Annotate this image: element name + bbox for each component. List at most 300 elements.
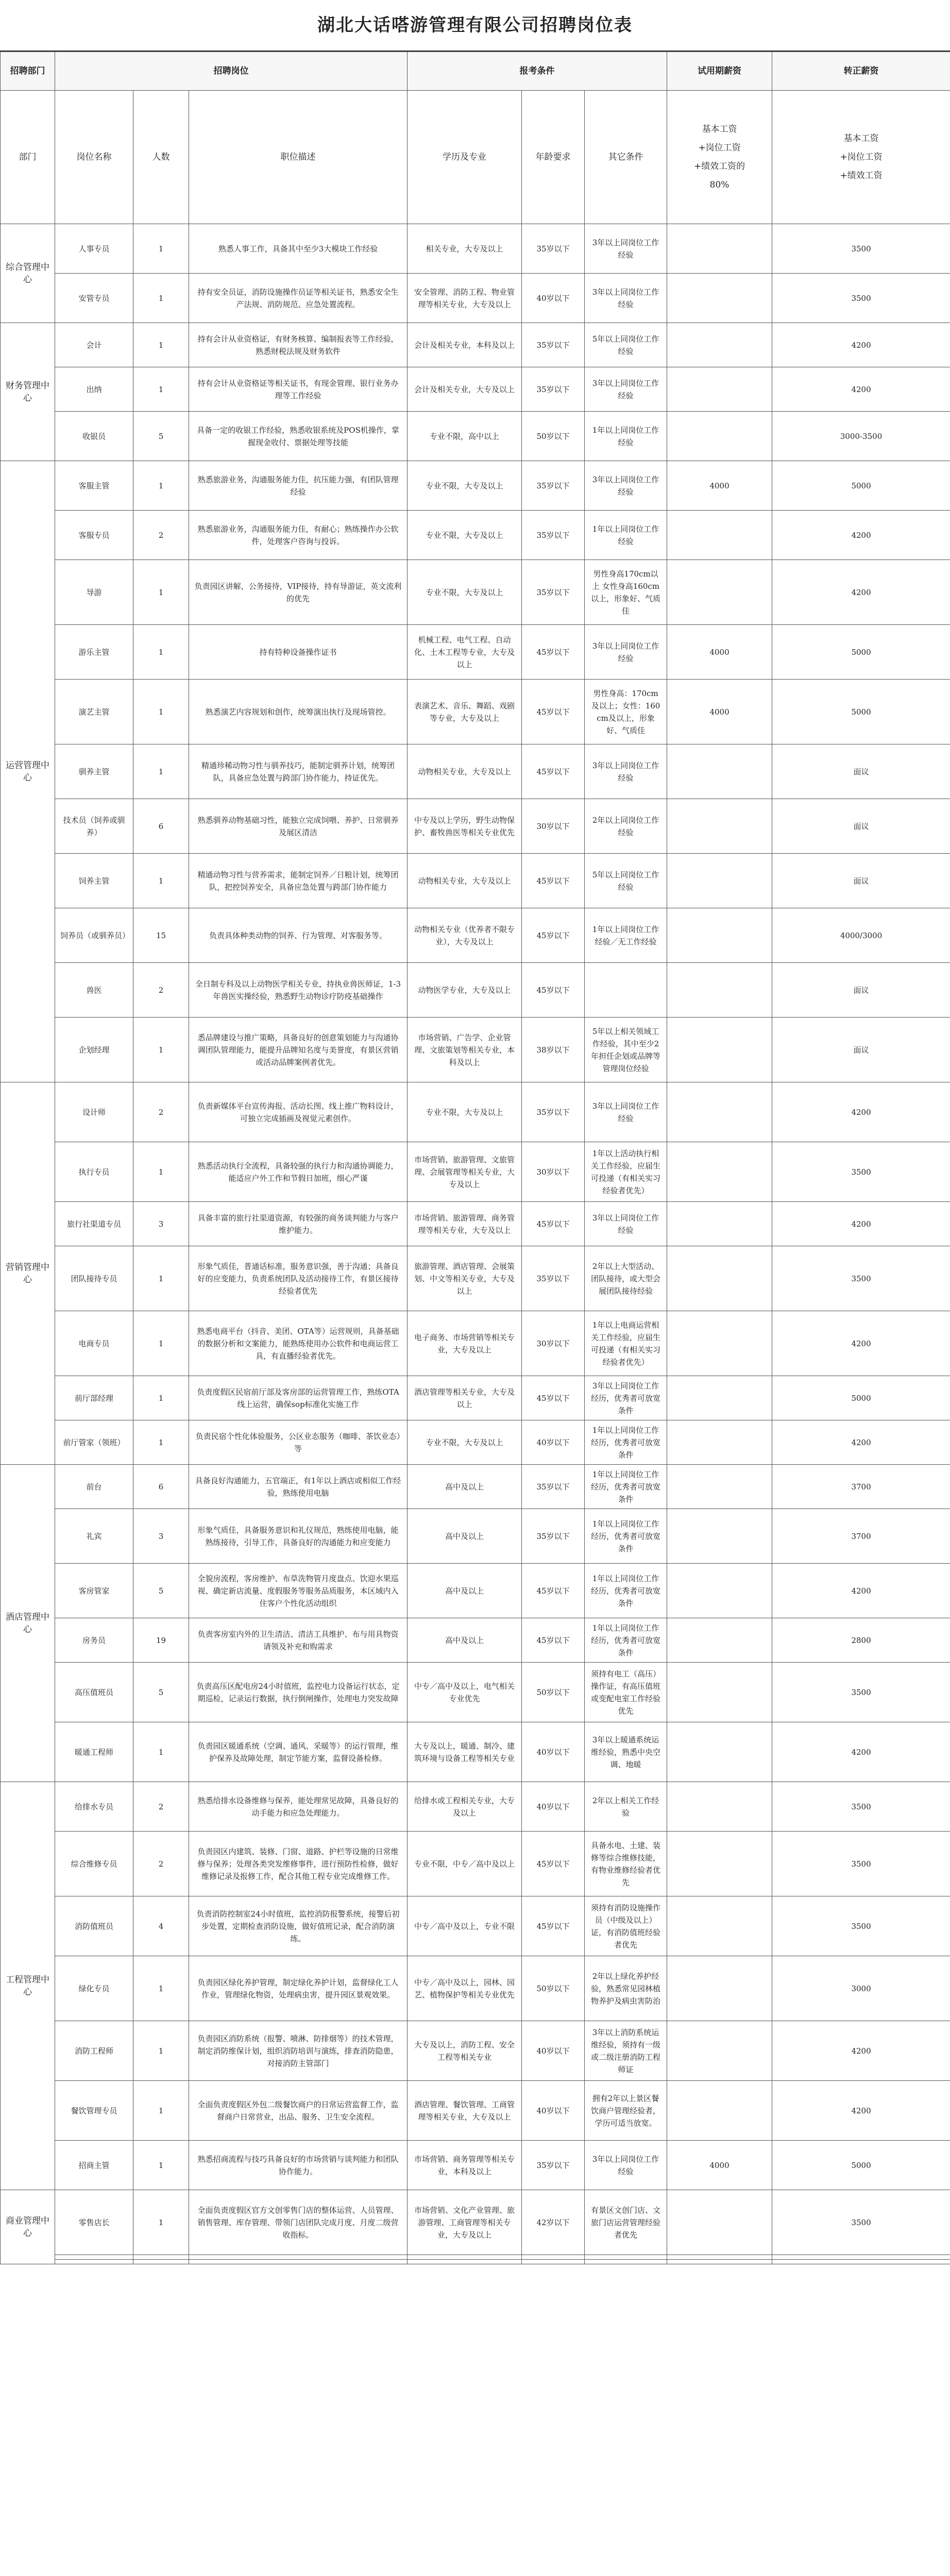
regular-salary-cell: 3500 [772, 1832, 950, 1896]
age-cell: 35岁以下 [522, 511, 585, 560]
other-requirements-cell: 5年以上同岗位工作经验 [585, 323, 667, 367]
trial-salary-cell [667, 224, 772, 274]
department-cell: 工程管理中心 [1, 1782, 55, 2190]
other-requirements-cell: 男性身高：170cm及以上；女性：160cm及以上，形象好、气质佳 [585, 680, 667, 744]
table-row [1, 854, 950, 908]
position-name-cell: 客房管家 [55, 1564, 133, 1618]
header-group-position: 招聘岗位 [55, 52, 408, 91]
other-requirements-cell: 1年以上同岗位工作经历，优秀者可放宽条件 [585, 1564, 667, 1618]
table-row [1, 1142, 950, 1202]
headcount-cell: 5 [133, 412, 189, 461]
table-row [1, 1722, 950, 1782]
description-cell: 持有会计从业资格证，有财务核算、编制报表等工作经验，熟悉财税法规及财务软件 [189, 323, 408, 367]
age-cell: 40岁以下 [522, 1782, 585, 1832]
recruitment-table [0, 52, 950, 2264]
age-cell: 30岁以下 [522, 1311, 585, 1376]
other-requirements-cell: 5年以上相关领域工作经验，其中至少2年担任企划或品牌等管理岗位经验 [585, 1018, 667, 1082]
headcount-cell: 1 [133, 1376, 189, 1420]
education-cell: 会计及相关专业，本科及以上 [408, 323, 522, 367]
trial-salary-cell [667, 560, 772, 625]
age-cell [522, 2260, 585, 2264]
trial-salary-cell [667, 1663, 772, 1722]
headcount-cell: 2 [133, 1082, 189, 1142]
description-cell: 具备一定的收银工作经验，熟悉收银系统及POS机操作，掌握现金收付、票据处理等技能 [189, 412, 408, 461]
headcount-cell: 3 [133, 1509, 189, 1564]
education-cell: 动物相关专业，大专及以上 [408, 744, 522, 799]
description-cell: 负责高压区配电房24小时值班，监控电力设备运行状态，定期巡检，记录运行数据，执行倒闸操作，处理电力突发故障 [189, 1663, 408, 1722]
position-name-cell: 饲养员（或驯养员） [55, 908, 133, 963]
regular-salary-cell: 面议 [772, 799, 950, 854]
description-cell: 全面负责度假区外包二级餐饮商户的日常运营监督工作，监督商户日常营业，出品、服务、卫生安全流程。 [189, 2081, 408, 2141]
other-requirements-cell: 3年以上同岗位工作经验 [585, 625, 667, 680]
regular-salary-cell: 4200 [772, 560, 950, 625]
description-cell: 负责度假区民宿前厅部及客房部的运营管理工作，熟练OTA线上运营，确保sop标准化实施工作 [189, 1376, 408, 1420]
other-requirements-cell [585, 2260, 667, 2264]
position-name-cell: 企划经理 [55, 1018, 133, 1082]
trial-salary-cell: 4000 [667, 625, 772, 680]
description-cell: 持有特种设备操作证书 [189, 625, 408, 680]
regular-salary-cell: 5000 [772, 2141, 950, 2190]
age-cell: 40岁以下 [522, 2021, 585, 2081]
headcount-cell: 1 [133, 224, 189, 274]
department-cell: 商业管理中心 [1, 2190, 55, 2264]
regular-salary-cell: 4200 [772, 2081, 950, 2141]
headcount-cell: 1 [133, 1420, 189, 1465]
other-requirements-cell: 1年以上同岗位工作经历，优秀者可放宽条件 [585, 1465, 667, 1509]
education-cell: 中专／高中及以上，电气相关专业优先 [408, 1663, 522, 1722]
other-requirements-cell: 3年以上同岗位工作经验 [585, 274, 667, 323]
trial-salary-cell [667, 2021, 772, 2081]
table-row [1, 1376, 950, 1420]
table-row [1, 1246, 950, 1311]
education-cell: 市场营销、广告学、企业管理、文旅策划等相关专业，本科及以上 [408, 1018, 522, 1082]
trial-salary-cell [667, 799, 772, 854]
headcount-cell: 1 [133, 461, 189, 511]
headcount-cell: 1 [133, 854, 189, 908]
age-cell: 35岁以下 [522, 1465, 585, 1509]
age-cell: 35岁以下 [522, 224, 585, 274]
headcount-cell: 3 [133, 1202, 189, 1246]
table-row [1, 461, 950, 511]
trial-salary-cell [667, 1376, 772, 1420]
trial-salary-cell [667, 323, 772, 367]
header-col-other: 其它条件 [585, 91, 667, 224]
age-cell: 35岁以下 [522, 323, 585, 367]
education-cell: 机械工程、电气工程、自动化、土木工程等专业，大专及以上 [408, 625, 522, 680]
description-cell: 熟悉招商流程与技巧具备良好的市场营销与谈判能力和团队协作能力。 [189, 2141, 408, 2190]
trial-salary-cell [667, 744, 772, 799]
trial-salary-cell [667, 511, 772, 560]
position-name-cell: 出纳 [55, 367, 133, 412]
trial-salary-cell [667, 274, 772, 323]
description-cell [189, 2260, 408, 2264]
regular-salary-cell: 面议 [772, 854, 950, 908]
age-cell: 45岁以下 [522, 908, 585, 963]
education-cell [408, 2260, 522, 2264]
regular-salary-cell: 3500 [772, 1782, 950, 1832]
trial-salary-cell [667, 2255, 772, 2260]
description-cell: 熟悉演艺内容规划和创作，统筹演出执行及现场管控。 [189, 680, 408, 744]
regular-salary-cell: 4000/3000 [772, 908, 950, 963]
headcount-cell [133, 2260, 189, 2264]
education-cell: 市场营销、商务管理等相关专业，本科及以上 [408, 2141, 522, 2190]
headcount-cell: 1 [133, 367, 189, 412]
other-requirements-cell: 2年以上相关工作经验 [585, 1782, 667, 1832]
description-cell: 悉品牌建设与推广策略，具备良好的创意策划能力与沟通协调团队管理能力，能提升品牌知名度与美誉度，有景区营销或活动品牌案例者优先。 [189, 1018, 408, 1082]
department-cell: 运营管理中心 [1, 461, 55, 1082]
headcount-cell: 1 [133, 560, 189, 625]
position-name-cell: 暖通工程师 [55, 1722, 133, 1782]
table-row [1, 1509, 950, 1564]
description-cell: 熟悉人事工作，具备其中至少3大模块工作经验 [189, 224, 408, 274]
table-row [1, 274, 950, 323]
headcount-cell: 1 [133, 2190, 189, 2255]
age-cell: 40岁以下 [522, 1420, 585, 1465]
table-row [1, 1782, 950, 1832]
table-row [1, 2081, 950, 2141]
other-requirements-cell: 拥有2年以上景区餐饮商户管理经验者，学历可适当放宽。 [585, 2081, 667, 2141]
header-col-count: 人数 [133, 91, 189, 224]
trial-salary-cell: 4000 [667, 461, 772, 511]
age-cell: 45岁以下 [522, 1618, 585, 1663]
trial-salary-cell [667, 1018, 772, 1082]
education-cell: 中专／高中及以上，园林、园艺、植物保护等相关专业优先 [408, 1956, 522, 2021]
header-group-regular-salary: 转正薪资 [772, 52, 950, 91]
age-cell: 45岁以下 [522, 1564, 585, 1618]
education-cell: 专业不限，大专及以上 [408, 511, 522, 560]
table-row [1, 1564, 950, 1618]
age-cell: 35岁以下 [522, 1509, 585, 1564]
trial-salary-cell [667, 1420, 772, 1465]
description-cell: 负责园区暖通系统（空调、通风、采暖等）的运行管理，维护保养及故障处理，制定节能方案，监督设备检修。 [189, 1722, 408, 1782]
position-name-cell: 给排水专员 [55, 1782, 133, 1832]
trial-salary-cell [667, 1956, 772, 2021]
description-cell: 具备良好沟通能力，五官端正，有1年以上酒店或相似工作经验，熟练使用电脑 [189, 1465, 408, 1509]
regular-salary-cell: 3500 [772, 1246, 950, 1311]
other-requirements-cell [585, 2255, 667, 2260]
other-requirements-cell: 1年以上同岗位工作经验／无工作经验 [585, 908, 667, 963]
regular-salary-cell: 2800 [772, 1618, 950, 1663]
headcount-cell: 1 [133, 1246, 189, 1311]
regular-salary-cell: 3000 [772, 1956, 950, 2021]
table-row [1, 963, 950, 1018]
regular-salary-cell: 4200 [772, 323, 950, 367]
trial-salary-cell [667, 854, 772, 908]
table-row [1, 560, 950, 625]
trial-salary-cell [667, 1564, 772, 1618]
position-name-cell: 导游 [55, 560, 133, 625]
headcount-cell: 1 [133, 2081, 189, 2141]
education-cell: 专业不限，大专及以上 [408, 461, 522, 511]
regular-salary-cell: 4200 [772, 367, 950, 412]
age-cell: 30岁以下 [522, 799, 585, 854]
table-row [1, 2255, 950, 2260]
description-cell: 负责具体种类动物的饲养、行为管理、对客服务等。 [189, 908, 408, 963]
trial-salary-cell [667, 1082, 772, 1142]
position-name-cell: 安管专员 [55, 274, 133, 323]
position-name-cell: 饲养主管 [55, 854, 133, 908]
description-cell: 熟悉旅游业务，沟通服务能力佳，有耐心；熟练操作办公软件，处理客户咨询与投诉。 [189, 511, 408, 560]
education-cell: 专业不限，大专及以上 [408, 1082, 522, 1142]
headcount-cell [133, 2255, 189, 2260]
table-row [1, 323, 950, 367]
education-cell: 中专／高中及以上，专业不限 [408, 1896, 522, 1956]
other-requirements-cell: 1年以上电商运营相关工作经验，应届生可投递（有相关实习经验者优先） [585, 1311, 667, 1376]
table-row [1, 1956, 950, 2021]
headcount-cell: 2 [133, 963, 189, 1018]
position-name-cell: 房务员 [55, 1618, 133, 1663]
table-row [1, 1832, 950, 1896]
regular-salary-cell: 3500 [772, 274, 950, 323]
headcount-cell: 15 [133, 908, 189, 963]
description-cell: 形象气质佳，具备服务意识和礼仪规范，熟练使用电脑，能熟练接待，引导工作，具备良好的沟通能力和应变能力 [189, 1509, 408, 1564]
education-cell: 高中及以上 [408, 1564, 522, 1618]
other-requirements-cell: 1年以上同岗位工作经历，优秀者可放宽条件 [585, 1509, 667, 1564]
header-col-edu: 学历及专业 [408, 91, 522, 224]
age-cell: 45岁以下 [522, 680, 585, 744]
headcount-cell: 1 [133, 1956, 189, 2021]
regular-salary-cell: 3700 [772, 1465, 950, 1509]
education-cell: 动物相关专业（优养者不限专业），大专及以上 [408, 908, 522, 963]
regular-salary-cell: 4200 [772, 1311, 950, 1376]
headcount-cell: 1 [133, 323, 189, 367]
age-cell: 38岁以下 [522, 1018, 585, 1082]
education-cell: 大专及以上，暖通、制冷、建筑环境与设备工程等相关专业 [408, 1722, 522, 1782]
description-cell: 熟悉电商平台（抖音、美团、OTA等）运营规则，具备基础的数据分析和文案能力，能熟练使用办公软件和电商运营工具，有直播经验者优先。 [189, 1311, 408, 1376]
position-name-cell: 高压值班员 [55, 1663, 133, 1722]
position-name-cell [55, 2260, 133, 2264]
header-col-position: 岗位名称 [55, 91, 133, 224]
education-cell: 酒店管理、餐饮管理、工商管理等相关专业，大专及以上 [408, 2081, 522, 2141]
description-cell: 负责民宿个性化体验服务，公区业态服务（咖啡、茶饮业态）等 [189, 1420, 408, 1465]
description-cell: 具备丰富的旅行社渠道资源，有较强的商务谈判能力与客户维护能力。 [189, 1202, 408, 1246]
header-col-trial: 基本工资 +岗位工资 +绩效工资的 80% [667, 91, 772, 224]
age-cell: 45岁以下 [522, 625, 585, 680]
table-row [1, 2190, 950, 2255]
regular-salary-cell: 5000 [772, 461, 950, 511]
age-cell: 40岁以下 [522, 274, 585, 323]
position-name-cell: 客服主管 [55, 461, 133, 511]
education-cell: 旅游管理、酒店管理、会展策划、中文等相关专业，大专及以上 [408, 1246, 522, 1311]
department-cell: 酒店管理中心 [1, 1465, 55, 1782]
headcount-cell: 1 [133, 680, 189, 744]
position-name-cell: 演艺主管 [55, 680, 133, 744]
table-row [1, 367, 950, 412]
table-row [1, 908, 950, 963]
headcount-cell: 6 [133, 799, 189, 854]
trial-salary-cell [667, 1142, 772, 1202]
age-cell: 35岁以下 [522, 461, 585, 511]
regular-salary-cell: 3000-3500 [772, 412, 950, 461]
age-cell [522, 2255, 585, 2260]
regular-salary-cell: 4200 [772, 2021, 950, 2081]
education-cell: 市场营销、文化产业管理、旅游管理、工商管理等相关专业，大专及以上 [408, 2190, 522, 2255]
headcount-cell: 1 [133, 274, 189, 323]
age-cell: 30岁以下 [522, 1142, 585, 1202]
regular-salary-cell: 面议 [772, 744, 950, 799]
regular-salary-cell: 3500 [772, 2190, 950, 2255]
department-cell: 财务管理中心 [1, 323, 55, 461]
position-name-cell: 前厅部经理 [55, 1376, 133, 1420]
headcount-cell: 6 [133, 1465, 189, 1509]
headcount-cell: 1 [133, 625, 189, 680]
other-requirements-cell: 须持有电工（高压）操作证，有高压值班或变配电室工作经验优先 [585, 1663, 667, 1722]
age-cell: 45岁以下 [522, 854, 585, 908]
regular-salary-cell: 5000 [772, 680, 950, 744]
education-cell: 专业不限，大专及以上 [408, 1420, 522, 1465]
position-name-cell: 兽医 [55, 963, 133, 1018]
description-cell: 持有安全员证，消防设施操作员证等相关证书，熟悉安全生产法规、消防规范、应急处置流程。 [189, 274, 408, 323]
trial-salary-cell [667, 1202, 772, 1246]
table-row [1, 1202, 950, 1246]
description-cell: 熟悉旅游业务，沟通服务能力佳，抗压能力强，有团队管理经验 [189, 461, 408, 511]
table-row [1, 2021, 950, 2081]
age-cell: 35岁以下 [522, 2141, 585, 2190]
table-row [1, 1082, 950, 1142]
description-cell: 负责园区消防系统（报警、喷淋、防排烟等）的技术管理，制定消防维保计划，组织消防培训与演练，排查消防隐患，对接消防主管部门 [189, 2021, 408, 2081]
regular-salary-cell: 5000 [772, 625, 950, 680]
trial-salary-cell [667, 1246, 772, 1311]
age-cell: 35岁以下 [522, 1246, 585, 1311]
position-name-cell: 驯养主管 [55, 744, 133, 799]
education-cell [408, 2255, 522, 2260]
description-cell: 负责园区绿化养护管理，制定绿化养护计划，监督绿化工人作业，管理绿化物资，处理病虫害，提升园区景观效果。 [189, 1956, 408, 2021]
headcount-cell: 1 [133, 1018, 189, 1082]
regular-salary-cell: 3500 [772, 224, 950, 274]
education-cell: 安全管理、消防工程、物业管理等相关专业，大专及以上 [408, 274, 522, 323]
regular-salary-cell [772, 2255, 950, 2260]
other-requirements-cell: 2年以上同岗位工作经验 [585, 799, 667, 854]
position-name-cell: 旅行社渠道专员 [55, 1202, 133, 1246]
other-requirements-cell: 具备水电、土建、装修等综合维修技能，有物业维修经验者优先 [585, 1832, 667, 1896]
position-name-cell: 游乐主管 [55, 625, 133, 680]
table-row [1, 1420, 950, 1465]
regular-salary-cell: 4200 [772, 1564, 950, 1618]
education-cell: 相关专业，大专及以上 [408, 224, 522, 274]
headcount-cell: 1 [133, 1142, 189, 1202]
description-cell: 精通动物习性与营养需求，能制定饲养／日粮计划，统筹团队，把控饲养安全，具备应急处置与跨部门协作能力 [189, 854, 408, 908]
trial-salary-cell: 4000 [667, 2141, 772, 2190]
education-cell: 高中及以上 [408, 1465, 522, 1509]
description-cell: 负责新媒体平台宣传海报、活动长图、线上推广物料设计，可独立完成插画及视觉元素创作。 [189, 1082, 408, 1142]
other-requirements-cell: 5年以上同岗位工作经验 [585, 854, 667, 908]
position-name-cell: 执行专员 [55, 1142, 133, 1202]
position-name-cell: 电商专员 [55, 1311, 133, 1376]
table-row [1, 224, 950, 274]
table-row [1, 412, 950, 461]
position-name-cell: 餐饮管理专员 [55, 2081, 133, 2141]
trial-salary-cell [667, 2260, 772, 2264]
table-row [1, 2260, 950, 2264]
table-row [1, 1896, 950, 1956]
position-name-cell: 消防值班员 [55, 1896, 133, 1956]
other-requirements-cell: 3年以上暖通系统运维经验，熟悉中央空调、地暖 [585, 1722, 667, 1782]
education-cell: 专业不限，中专／高中及以上 [408, 1832, 522, 1896]
other-requirements-cell: 3年以上同岗位工作经验 [585, 2141, 667, 2190]
other-requirements-cell: 3年以上同岗位工作经验 [585, 461, 667, 511]
age-cell: 35岁以下 [522, 1082, 585, 1142]
position-name-cell: 人事专员 [55, 224, 133, 274]
header-group-requirements: 报考条件 [408, 52, 667, 91]
description-cell: 精通珍稀动物习性与驯养技巧，能制定驯养计划，统筹团队，具备应急处置与跨部门协作能力，持证优先。 [189, 744, 408, 799]
position-name-cell: 团队接待专员 [55, 1246, 133, 1311]
header-row-columns [1, 91, 950, 224]
position-name-cell: 招商主管 [55, 2141, 133, 2190]
other-requirements-cell: 1年以上同岗位工作经验 [585, 412, 667, 461]
position-name-cell: 绿化专员 [55, 1956, 133, 2021]
age-cell: 40岁以下 [522, 1722, 585, 1782]
other-requirements-cell [585, 963, 667, 1018]
header-group-dept: 招聘部门 [1, 52, 55, 91]
regular-salary-cell: 5000 [772, 1376, 950, 1420]
other-requirements-cell: 1年以上同岗位工作经历，优秀者可放宽条件 [585, 1420, 667, 1465]
table-row [1, 511, 950, 560]
age-cell: 45岁以下 [522, 1832, 585, 1896]
headcount-cell: 5 [133, 1663, 189, 1722]
headcount-cell: 2 [133, 511, 189, 560]
header-col-regular: 基本工资 +岗位工资 +绩效工资 [772, 91, 950, 224]
other-requirements-cell: 1年以上同岗位工作经验 [585, 511, 667, 560]
other-requirements-cell: 3年以上消防系统运维经验，须持有一级或二级注册消防工程师证 [585, 2021, 667, 2081]
trial-salary-cell [667, 1311, 772, 1376]
trial-salary-cell [667, 367, 772, 412]
other-requirements-cell: 1年以上活动执行相关工作经验，应届生可投递（有相关实习经验者优先） [585, 1142, 667, 1202]
age-cell: 35岁以下 [522, 367, 585, 412]
regular-salary-cell: 4200 [772, 1420, 950, 1465]
description-cell: 全日制专科及以上动物医学相关专业，持执业兽医师证，1-3年兽医实操经验，熟悉野生动物诊疗防疫基础操作 [189, 963, 408, 1018]
position-name-cell: 前厅管家（领班） [55, 1420, 133, 1465]
headcount-cell: 2 [133, 1832, 189, 1896]
table-row [1, 1018, 950, 1082]
education-cell: 动物医学专业，大专及以上 [408, 963, 522, 1018]
position-name-cell: 技术员（饲养或驯养） [55, 799, 133, 854]
age-cell: 45岁以下 [522, 1896, 585, 1956]
table-row [1, 799, 950, 854]
trial-salary-cell [667, 412, 772, 461]
regular-salary-cell: 3500 [772, 1142, 950, 1202]
description-cell: 负责消防控制室24小时值班，监控消防报警系统，接警后初步处置，定期检查消防设施，做好值班记录，配合消防演练。 [189, 1896, 408, 1956]
description-cell: 熟悉活动执行全流程，具备较强的执行力和沟通协调能力，能适应户外工作和节假日加班，细心严谨 [189, 1142, 408, 1202]
headcount-cell: 1 [133, 744, 189, 799]
position-name-cell: 综合维修专员 [55, 1832, 133, 1896]
regular-salary-cell: 3700 [772, 1509, 950, 1564]
other-requirements-cell: 3年以上同岗位工作经验 [585, 1202, 667, 1246]
table-row [1, 680, 950, 744]
trial-salary-cell [667, 1722, 772, 1782]
header-col-dept: 部门 [1, 91, 55, 224]
regular-salary-cell: 4200 [772, 1202, 950, 1246]
headcount-cell: 1 [133, 1311, 189, 1376]
regular-salary-cell: 面议 [772, 1018, 950, 1082]
trial-salary-cell [667, 1465, 772, 1509]
regular-salary-cell: 4200 [772, 1722, 950, 1782]
description-cell: 持有会计从业资格证等相关证书，有现金管理、银行业务办理等工作经验 [189, 367, 408, 412]
position-name-cell: 前台 [55, 1465, 133, 1509]
description-cell: 熟悉驯养动物基础习性，能独立完成饲喂、养护、日常驯养及展区清洁 [189, 799, 408, 854]
other-requirements-cell: 1年以上同岗位工作经历，优秀者可放宽条件 [585, 1618, 667, 1663]
education-cell: 高中及以上 [408, 1509, 522, 1564]
education-cell: 中专及以上学历，野生动物保护、畜牧兽医等相关专业优先 [408, 799, 522, 854]
education-cell: 专业不限，高中以上 [408, 412, 522, 461]
regular-salary-cell: 3500 [772, 1896, 950, 1956]
other-requirements-cell: 3年以上同岗位工作经验 [585, 1082, 667, 1142]
department-cell: 综合管理中心 [1, 224, 55, 323]
age-cell: 45岁以下 [522, 963, 585, 1018]
table-row [1, 2141, 950, 2190]
trial-salary-cell [667, 1832, 772, 1896]
regular-salary-cell: 4200 [772, 511, 950, 560]
other-requirements-cell: 3年以上同岗位工作经历，优秀者可放宽条件 [585, 1376, 667, 1420]
